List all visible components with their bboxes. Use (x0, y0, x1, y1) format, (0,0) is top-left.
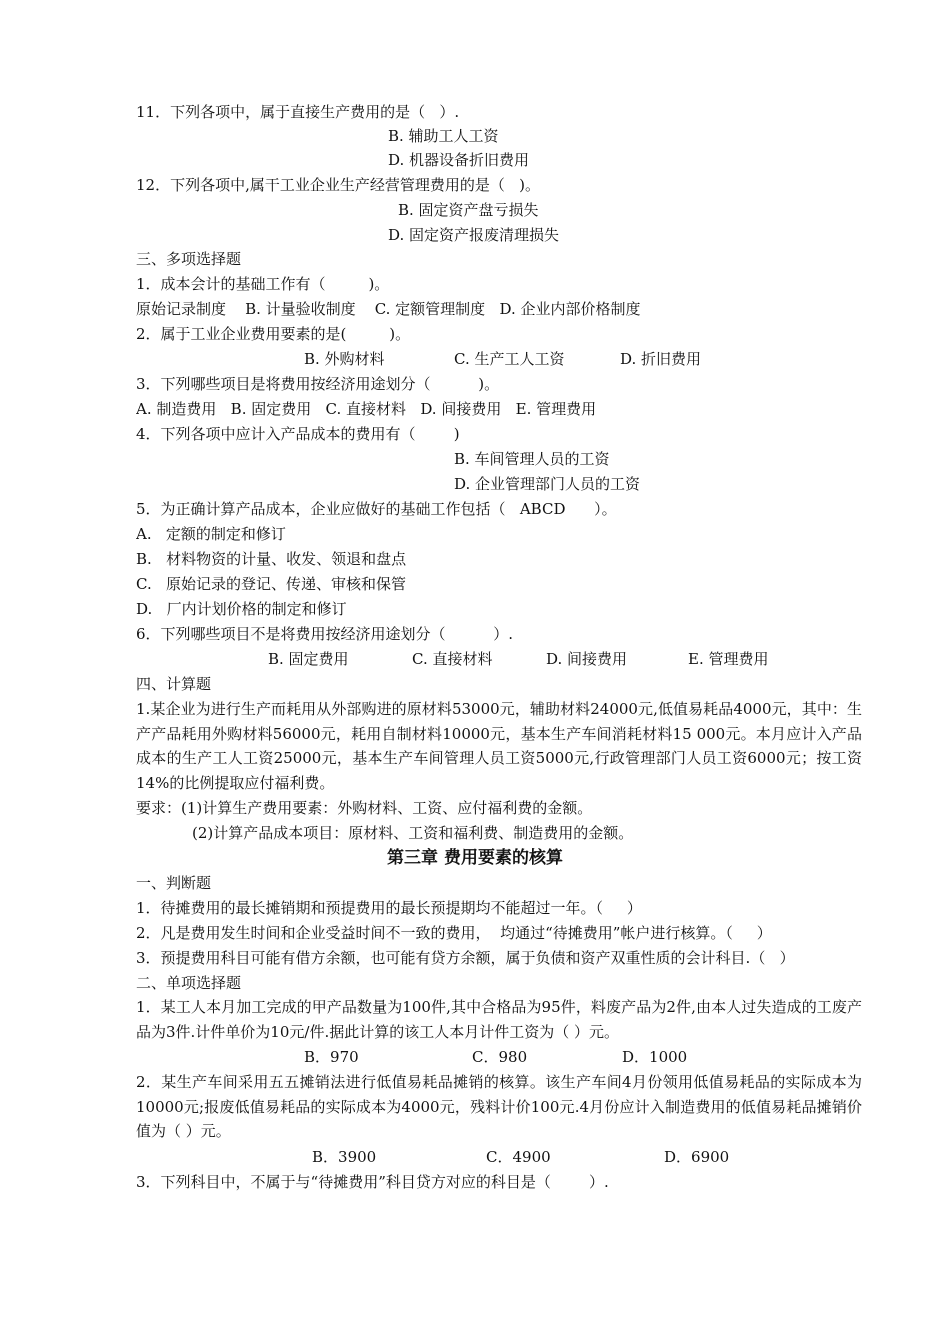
single-question-1: 1．某工人本月加工完成的甲产品数量为100件,其中合格品为95件，料废产品为2件,由本人过失造成的工废产品为3件.计件单价为10元/件.据此计算的该工人本月计件工资为（ ）元。 (136, 998, 862, 1041)
option-b: B. 材料物资的计量、收发、领退和盘点 (136, 550, 407, 568)
options-row (136, 124, 862, 148)
options-row (136, 1045, 862, 1069)
options-row (136, 198, 862, 222)
calc-question-1: 1.某企业为进行生产而耗用从外部购进的原材料53000元，辅助材料24000元,低值易耗品4000元，其中：生产产品耗用外购材料56000元，耗用自制材料10000元，基本生产车间消耗材料15 000元。本月应计入产品成本的生产工人工资25000元，基本生产车间管理人员工资5000元,行政管理部门人员工资6000元；按工资14%的比例提取应付福利费。 (136, 700, 862, 792)
option-b: B. 固定费用 (268, 650, 349, 668)
option-d: D．1000 (622, 1048, 688, 1066)
option-b: B. 车间管理人员的工资 (454, 450, 610, 468)
options-row (136, 223, 862, 247)
single-question-3: 3．下列科目中，不属于与“待摊费用”科目贷方对应的科目是（ ）. (136, 1173, 609, 1191)
question-12: 12．下列各项中,属干工业企业生产经营管理费用的是（ )。 (136, 176, 541, 194)
section-heading: 四、计算题 (136, 675, 212, 693)
option-c: C．980 (472, 1048, 528, 1066)
section-heading: 三、多项选择题 (136, 250, 242, 268)
options-row: A. 制造费用 B. 固定费用 C. 直接材料 D. 间接费用 E. 管理费用 (136, 400, 597, 418)
chapter-title: 第三章 费用要素的核算 (387, 848, 563, 868)
option-a: A. 定额的制定和修订 (136, 525, 286, 543)
multi-question-2: 2．属于工业企业费用要素的是( )。 (136, 325, 411, 343)
judge-question-1: 1．待摊费用的最长摊销期和预提费用的最长预提期均不能超过一年。（ ） (136, 899, 642, 917)
option-b: B．970 (304, 1048, 359, 1066)
option-d: D. 厂内计划价格的制定和修订 (136, 600, 347, 618)
section-heading: 二、单项选择题 (136, 974, 242, 992)
options-row (136, 347, 862, 371)
options-row (136, 148, 862, 172)
requirement-2: (2)计算产品成本项目：原材料、工资和福利费、制造费用的金额。 (192, 824, 634, 842)
option-b: B．3900 (312, 1148, 377, 1166)
option-b: B. 外购材料 (304, 350, 385, 368)
option-d: D. 间接费用 (546, 650, 628, 668)
option-b: B. 固定资产盘亏损失 (398, 201, 539, 219)
section-heading: 一、判断题 (136, 874, 212, 892)
multi-question-4: 4．下列各项中应计入产品成本的费用有（ ) (136, 425, 460, 443)
options-row (136, 1145, 862, 1169)
option-c: C. 生产工人工资 (454, 350, 565, 368)
judge-question-3: 3．预提费用科目可能有借方余额，也可能有贷方余额，属于负债和资产双重性质的会计科目.（ ） (136, 949, 795, 967)
requirement-1: 要求：(1)计算生产费用要素：外购材料、工资、应付福利费的金额。 (136, 799, 593, 817)
options-row (136, 472, 862, 496)
option-d: D. 机器设备折旧费用 (388, 151, 530, 169)
question-11: 11．下列各项中，属于直接生产费用的是（ ）. (136, 103, 460, 121)
option-c: C. 原始记录的登记、传递、审核和保管 (136, 575, 407, 593)
option-c: C．4900 (486, 1148, 551, 1166)
option-b: B. 辅助工人工资 (388, 127, 499, 145)
option-d: D. 固定资产报废清理损失 (388, 226, 560, 244)
option-d: D. 企业管理部门人员的工资 (454, 475, 641, 493)
options-row (136, 447, 862, 471)
multi-question-5: 5．为正确计算产品成本，企业应做好的基础工作包括（ ABCD ）。 (136, 500, 617, 518)
option-e: E. 管理费用 (688, 650, 769, 668)
multi-question-1: 1．成本会计的基础工作有（ )。 (136, 275, 390, 293)
options-row (136, 647, 862, 671)
option-d: D．6900 (664, 1148, 730, 1166)
option-c: C. 直接材料 (412, 650, 493, 668)
judge-question-2: 2．凡是费用发生时间和企业受益时间不一致的费用， 均通过“待摊费用”帐户进行核算。（ ） (136, 924, 772, 942)
option-d: D. 折旧费用 (620, 350, 702, 368)
single-question-2: 2．某生产车间采用五五摊销法进行低值易耗品摊销的核算。该生产车间4月份领用低值易耗品的实际成本为10000元;报废低值易耗品的实际成本为4000元，残料计价100元.4月份应计入制造费用的低值易耗品摊销价值为（ ）元。 (136, 1073, 862, 1140)
options-row: 原始记录制度 B. 计量验收制度 C. 定额管理制度 D. 企业内部价格制度 (136, 300, 641, 318)
multi-question-6: 6．下列哪些项目不是将费用按经济用途划分（ ）. (136, 625, 513, 643)
multi-question-3: 3．下列哪些项目是将费用按经济用途划分（ )。 (136, 375, 500, 393)
